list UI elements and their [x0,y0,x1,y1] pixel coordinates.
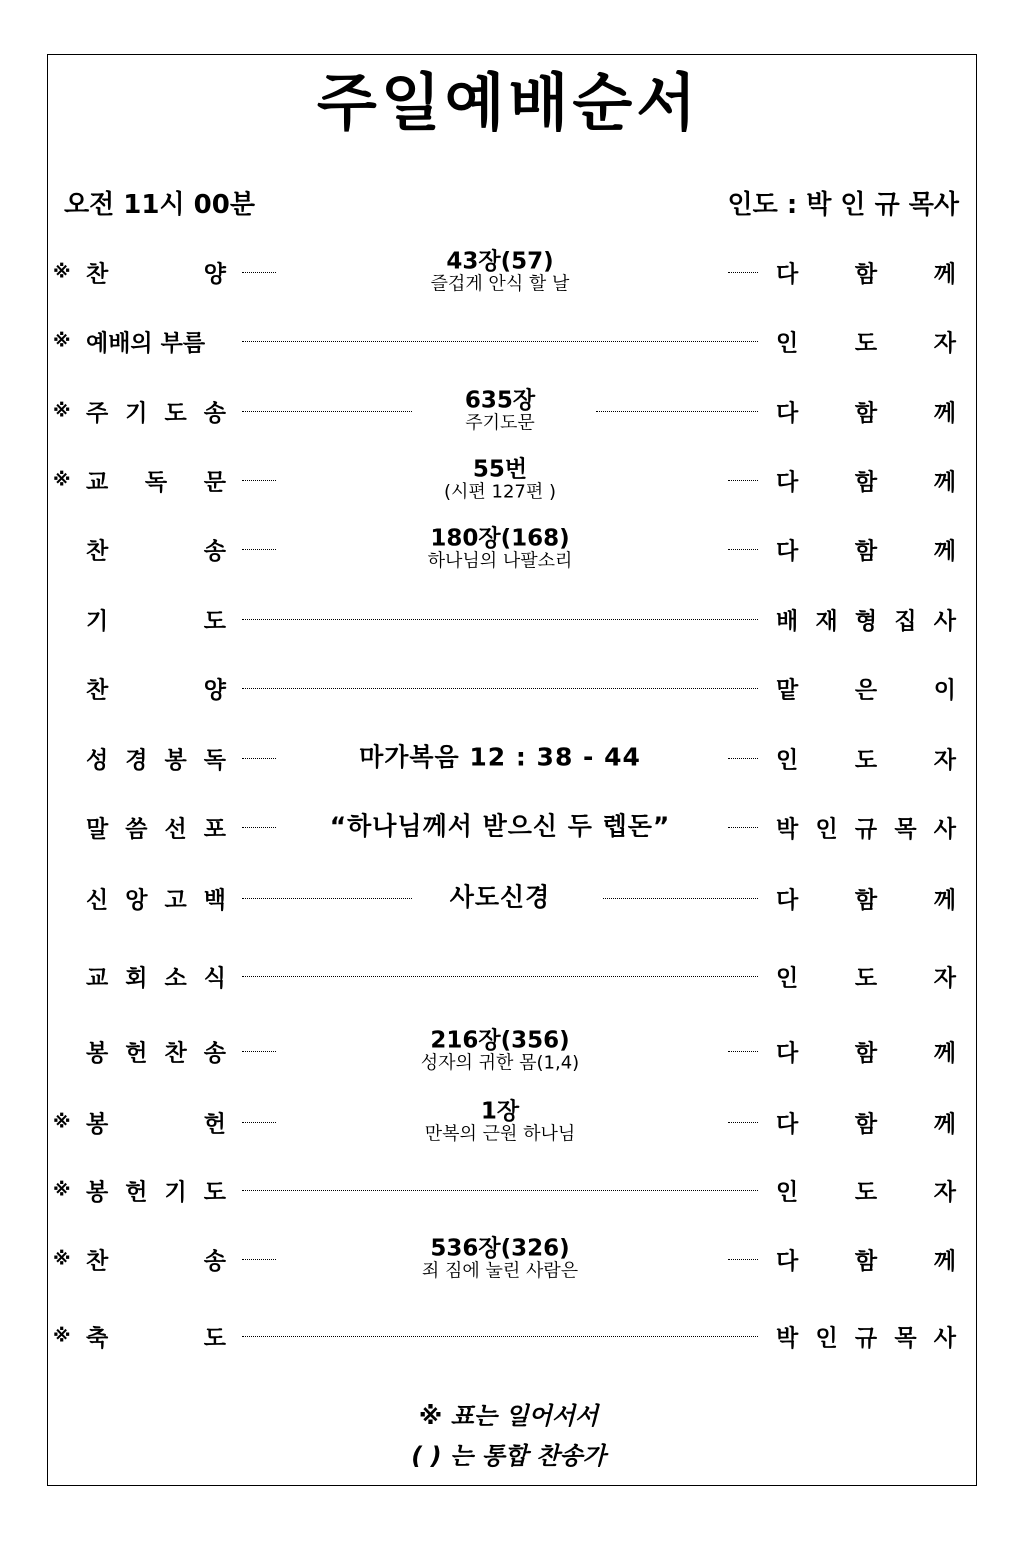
scripture-or-sermon: 사도신경 [449,882,551,912]
service-item-name-char: 앙 [125,887,148,914]
service-item-participant [776,395,956,428]
hymn-number: 536장(326) [430,1235,570,1262]
dotted-leader [242,1122,276,1123]
participant-char: 사 [933,608,956,635]
service-item-detail [280,525,720,572]
participant-char: 함 [854,538,878,565]
participant-char: 인 [776,965,799,992]
participant-char: 께 [933,1040,956,1067]
service-item-name [86,1106,226,1139]
service-item-name [86,603,226,636]
service-item-name-char: 봉 [86,1111,109,1138]
service-time: 오전 11시 00분 [64,190,255,220]
service-item-name [86,533,226,566]
participant-char: 다 [776,887,799,914]
participant-char: 도 [854,965,878,992]
participant-char: 인 [815,816,838,843]
service-item-name-char: 말 [86,816,109,843]
service-item-participant [776,464,956,497]
service-item-name [86,1243,226,1276]
service-leader: 인도 : 박 인 규 목사 [727,190,959,220]
service-item-participant [776,960,956,993]
participant-char: 함 [854,1111,878,1138]
scripture-or-sermon: 마가복음 12 : 38 - 44 [359,742,641,772]
service-item-name-char: 양 [203,677,226,704]
service-item-name [86,395,226,428]
participant-char: 형 [854,608,878,635]
standing-mark: ※ [53,1248,71,1270]
standing-mark: ※ [53,1111,71,1133]
dotted-leader [242,549,276,550]
standing-mark: ※ [53,1179,71,1201]
service-item-name [86,464,226,497]
standing-mark: ※ [53,400,71,422]
hymn-number: 635장 [464,387,536,414]
dotted-leader [728,1051,758,1052]
hymn-title: 하나님의 나팔소리 [427,550,573,572]
dotted-leader [728,549,758,550]
participant-char: 도 [854,747,878,774]
participant-char: 목 [894,1325,917,1352]
service-item-row [0,797,1017,857]
service-item-participant [776,1106,956,1139]
participant-char: 도 [854,330,878,357]
service-item-name-char: 헌 [125,1040,148,1067]
service-item-row [0,1160,1017,1220]
service-item-row [0,868,1017,928]
service-item-name-char: 기 [125,400,148,427]
service-item-name-char: 양 [203,261,226,288]
participant-char: 박 [776,1325,799,1352]
participant-char: 사 [933,816,956,843]
service-item-name-char: 독 [144,469,168,496]
service-item-participant [776,1174,956,1207]
service-item-name-char: 송 [203,1040,226,1067]
participant-char: 인 [776,1179,799,1206]
service-item-name-char: 봉 [86,1040,109,1067]
hymn-number: 43장(57) [446,248,554,275]
dotted-leader [242,758,276,759]
participant-char: 함 [854,1040,878,1067]
service-item-name-char: 찬 [86,538,109,565]
service-item-name-char: 도 [203,1179,226,1206]
dotted-leader [242,619,758,620]
standing-mark: ※ [53,469,71,491]
service-item-row [0,311,1017,371]
service-item-name [86,811,226,844]
service-item-name-char: 도 [164,400,187,427]
service-item-row [0,1306,1017,1366]
service-item-name-char: 주 [86,400,109,427]
participant-char: 규 [854,816,878,843]
dotted-leader [242,1190,758,1191]
service-item-participant [776,256,956,289]
service-item-name [86,742,226,775]
hymn-number: 216장(356) [430,1027,570,1054]
dotted-leader [728,1122,758,1123]
service-item-name-char: 기 [164,1179,187,1206]
service-item-name [86,1320,226,1353]
service-item-row [0,946,1017,1006]
participant-char: 은 [854,677,878,704]
service-item-name-char: 찬 [164,1040,187,1067]
service-item-name [86,672,226,705]
participant-char: 께 [933,1111,956,1138]
participant-char: 규 [854,1325,878,1352]
hymn-number: 55번 [472,456,528,483]
standing-mark: ※ [53,1325,71,1347]
service-item-name-char: 송 [203,1248,226,1275]
dotted-leader [242,480,276,481]
hymn-title: (시편 127편 ) [443,481,556,503]
service-item-name-char: 도 [203,1325,226,1352]
hymn-title: 성자의 귀한 몸(1,4) [420,1052,580,1074]
service-item-name-char: 소 [164,965,187,992]
standing-note: ※ 표는 일어서서 [418,1402,599,1430]
participant-char: 함 [854,469,878,496]
service-item-name-char: 씀 [125,816,148,843]
service-item-row [0,519,1017,579]
participant-char: 다 [776,1040,799,1067]
service-item-participant [776,811,956,844]
dotted-leader [728,272,758,273]
participant-char: 자 [933,1179,956,1206]
participant-char: 께 [933,538,956,565]
dotted-leader [242,1051,276,1052]
service-item-name-char: 예배의 부름 [86,330,206,357]
service-item-name-char: 봉 [164,747,187,774]
service-item-row [0,728,1017,788]
hymn-title: 만복의 근원 하나님 [424,1123,576,1145]
service-item-name-char: 독 [203,747,226,774]
participant-char: 배 [776,608,799,635]
participant-char: 께 [933,400,956,427]
service-item-name-char: 문 [203,469,226,496]
participant-char: 께 [933,887,956,914]
service-item-participant [776,1320,956,1353]
service-item-name-char: 백 [203,887,226,914]
dotted-leader [728,758,758,759]
participant-char: 재 [815,608,838,635]
service-item-name-char: 찬 [86,677,109,704]
service-item-participant [776,325,956,358]
participant-char: 자 [933,965,956,992]
participant-char: 인 [776,330,799,357]
participant-char: 인 [815,1325,838,1352]
service-item-row [0,658,1017,718]
service-item-row [0,450,1017,510]
participant-char: 이 [933,677,956,704]
hymn-title: 죄 짐에 눌린 사람은 [421,1260,579,1282]
service-item-detail [280,387,720,434]
participant-char: 집 [894,608,917,635]
service-item-name-char: 찬 [86,1248,109,1275]
dotted-leader [242,272,276,273]
service-item-detail [280,248,720,295]
service-item-name [86,1174,226,1207]
service-item-detail [280,1027,720,1074]
participant-char: 함 [854,400,878,427]
participant-char: 함 [854,887,878,914]
participant-char: 께 [933,1248,956,1275]
service-item-detail [280,1098,720,1145]
participant-char: 께 [933,469,956,496]
service-item-participant [776,533,956,566]
service-item-name [86,960,226,993]
participant-char: 인 [776,747,799,774]
service-item-name-char: 경 [125,747,148,774]
service-item-participant [776,742,956,775]
service-item-row [0,1229,1017,1289]
service-item-detail [280,813,720,842]
dotted-leader [242,688,758,689]
service-item-name [86,256,226,289]
service-item-name [86,882,226,915]
service-item-name-char: 헌 [203,1111,226,1138]
service-item-participant [776,672,956,705]
hymn-title: 주기도문 [465,412,535,434]
hymn-number: 180장(168) [430,525,570,552]
participant-char: 다 [776,400,799,427]
service-item-name-char: 고 [164,887,187,914]
program-title: 주일예배순서 [316,66,701,139]
service-item-participant [776,882,956,915]
participant-char: 함 [854,261,878,288]
service-item-row [0,1021,1017,1081]
service-item-row [0,242,1017,302]
participant-char: 다 [776,469,799,496]
participant-char: 박 [776,816,799,843]
service-item-row [0,1092,1017,1152]
dotted-leader [242,976,758,977]
service-item-row [0,589,1017,649]
participant-char: 도 [854,1179,878,1206]
service-item-name-char: 헌 [125,1179,148,1206]
dotted-leader [242,1336,758,1337]
service-item-detail [280,884,720,913]
dotted-leader [242,1259,276,1260]
hymn-title: 즐겁게 안식 할 날 [430,273,570,295]
dotted-leader [728,480,758,481]
participant-char: 께 [933,261,956,288]
dotted-leader [728,1259,758,1260]
service-item-name-char: 송 [203,400,226,427]
service-item-name-char: 포 [203,816,226,843]
service-item-name-char: 봉 [86,1179,109,1206]
participant-char: 목 [894,816,917,843]
service-item-name-char: 교 [86,469,109,496]
dotted-leader [242,827,276,828]
service-item-detail [280,744,720,773]
participant-char: 다 [776,1111,799,1138]
service-item-detail [280,1235,720,1282]
service-item-name-char: 성 [86,747,109,774]
service-item-participant [776,1035,956,1068]
service-item-name-char: 교 [86,965,109,992]
service-item-detail [280,456,720,503]
dotted-leader [728,827,758,828]
participant-char: 다 [776,538,799,565]
service-item-name-char: 기 [86,608,109,635]
service-item-name-char: 선 [164,816,187,843]
service-item-name-char: 회 [125,965,148,992]
hymn-number: 1장 [480,1098,520,1125]
service-item-name [86,1035,226,1068]
participant-char: 사 [933,1325,956,1352]
service-item-participant [776,603,956,636]
service-item-row [0,381,1017,441]
service-item-name-char: 송 [203,538,226,565]
service-item-participant [776,1243,956,1276]
service-item-name [86,325,226,358]
service-item-name-char: 도 [203,608,226,635]
dotted-leader [242,341,758,342]
participant-char: 자 [933,747,956,774]
service-item-name-char: 신 [86,887,109,914]
scripture-or-sermon: “하나님께서 받으신 두 렙돈” [329,811,671,841]
service-item-name-char: 축 [86,1325,109,1352]
participant-char: 자 [933,330,956,357]
participant-char: 다 [776,261,799,288]
participant-char: 맡 [776,677,799,704]
standing-mark: ※ [53,261,71,283]
service-item-name-char: 찬 [86,261,109,288]
hymnal-note: ( ) 는 통합 찬송가 [411,1442,606,1470]
service-item-name-char: 식 [203,965,226,992]
participant-char: 다 [776,1248,799,1275]
participant-char: 함 [854,1248,878,1275]
standing-mark: ※ [53,330,71,352]
